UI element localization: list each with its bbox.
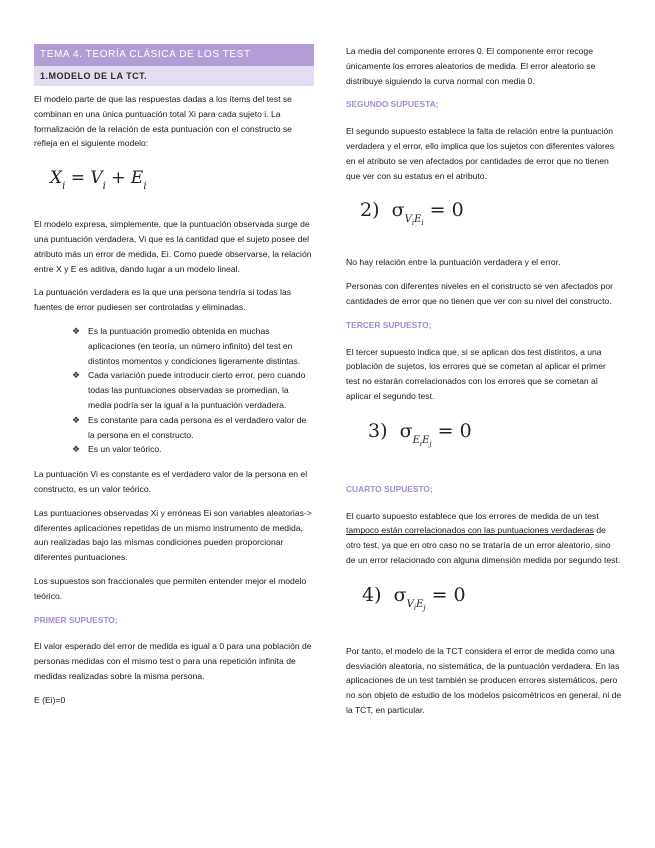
fourth-assumption-paragraph: El cuarto supuesto establece que los errores de medida de un test tampoco están correlacionados con las puntuaciones verdaderas de otro test, ya que en otro caso no se trataría de un error aleatorio, sino de un error relacionado con alguna dimensión medida por segundo test. (346, 510, 621, 565)
model-explanation-paragraph: El modelo expresa, simplemente, que la puntuación observada surge de una puntuación verdadera, Vi que es la cantidad que el sujeto posee del atributo más un error de medida, Ei. Como puede observarse, la relación entre X y E es aditiva, dando lugar a un modelo lineal. (34, 219, 312, 274)
vi-paragraph: La puntuación Vi es constante es el verdadero valor de la persona en el constructo, es un valor teórico. (34, 469, 308, 494)
right-column (346, 44, 622, 727)
true-score-bullet-list (34, 324, 314, 457)
no-relation-paragraph: No hay relación entre la puntuación verdadera y el error. (346, 257, 561, 268)
left-column (34, 44, 314, 717)
diamond-bullet-icon: ❖ (72, 444, 81, 455)
conclusion-paragraph: Por tanto, el modelo de la TCT considera el error de medida como una desviación aleatoria, no sistemática, de la puntuación verdadera. En las aplicaciones de un test también se producen errores sistemáticos, pero no son objeto de estudio de los modelos psicométricos en general, ni de la TCT, en particular. (346, 645, 622, 715)
formula-third-assumption: 3) $\sigma_{E_iE_j} = 0$ (368, 419, 472, 448)
assumptions-paragraph: Los supuestos son fraccionales que permiten entender mejor el modelo teórico. (34, 575, 307, 601)
second-assumption-heading: SEGUNDO SUPUESTA; (346, 99, 439, 110)
levels-paragraph: Personas con diferentes niveles en el constructo se ven afectados por cantidades de error que no tienen que ver con su nivel del constructo. (346, 281, 614, 306)
chapter-title-banner: TEMA 4. TEORÍA CLÁSICA DE LOS TEST (34, 44, 314, 66)
fourth-assumption-heading: CUARTO SUPUESTO; (346, 483, 433, 494)
random-variables-paragraph: Las puntuaciones observadas Xi y erróneas Ei son variables aleatorias-> diferentes aplicaciones repetidas de un mismo instrumento de medida, aun realizadas bajo las mismas condiciones pueden proporcionar diferentes puntuaciones. (34, 507, 312, 563)
formula-model: $X_i = V_i + E_i$ (50, 168, 147, 193)
list-item: ❖ Es la puntuación promedio obtenida en muchas aplicaciones (en teoría, un número infinito) del test en distintos momentos y condiciones ligeramente distintas. (72, 325, 301, 366)
third-assumption-paragraph: El tercer supuesto indica que, si se aplican dos test distintos, a una población de sujetos, los errores que se cometan al aplicar el primer test no estarán correlacionados con los errores que se cometan al aplicar el segundo test. (346, 346, 606, 401)
diamond-bullet-icon: ❖ (72, 370, 81, 381)
list-item: ❖ Es un valor teórico. (72, 442, 314, 457)
list-item: ❖ Cada variación puede introducir cierto error, pero cuando todas las puntuaciones observadas se promedian, la media podría ser la igual a la puntuación verdadera. (72, 370, 306, 410)
formula-second-assumption: 2) $\sigma_{V_iE_i} = 0$ (360, 199, 464, 228)
second-assumption-paragraph: El segundo supuesto establece la falta de relación entre la puntuación verdadera y el error, ello implica que los sujetos con diferentes valores en el atributo se ven afectados por cantidades de error que no tienen que ver con su estatus en el atributo. (346, 126, 614, 181)
true-score-paragraph: La puntuación verdadera es la que una persona tendría si todas las fuentes de error pudiesen ser controladas y eliminadas. (34, 287, 292, 313)
first-assumption-paragraph: El valor esperado del error de medida es igual a 0 para una población de personas medidas con el mismo test o para una repetición infinita de medidas realizadas sobre la misma persona. (34, 641, 312, 681)
error-mean-paragraph: La media del componente errores 0. El componente error recoge únicamente los errores aleatorios de medida. El error aleatorio se distribuye siguiendo la curva normal con media 0. (346, 46, 596, 86)
intro-paragraph: El modelo parte de que las respuestas dadas a los ítems del test se combinan en una única puntuación total Xi para cada sujeto i. La formalización de la relación de esta puntuación con el constructo se refleja en el siguiente modelo: (34, 94, 292, 149)
third-assumption-heading: TERCER SUPUESTO; (346, 319, 432, 330)
diamond-bullet-icon: ❖ (72, 414, 81, 425)
expected-error-formula: E (Ei)=0 (34, 694, 66, 705)
section-title: 1.MODELO DE LA TCT. (34, 66, 314, 86)
diamond-bullet-icon: ❖ (72, 325, 81, 336)
list-item: ❖ Es constante para cada persona es el verdadero valor de la persona en el constructo. (72, 414, 307, 440)
first-assumption-heading: PRIMER SUPUESTO; (34, 614, 118, 625)
formula-fourth-assumption: 4) $\sigma_{V_iE_j} = 0$ (362, 583, 466, 612)
underlined-text: tampoco están correlacionados con las puntuaciones verdaderas (346, 525, 594, 536)
